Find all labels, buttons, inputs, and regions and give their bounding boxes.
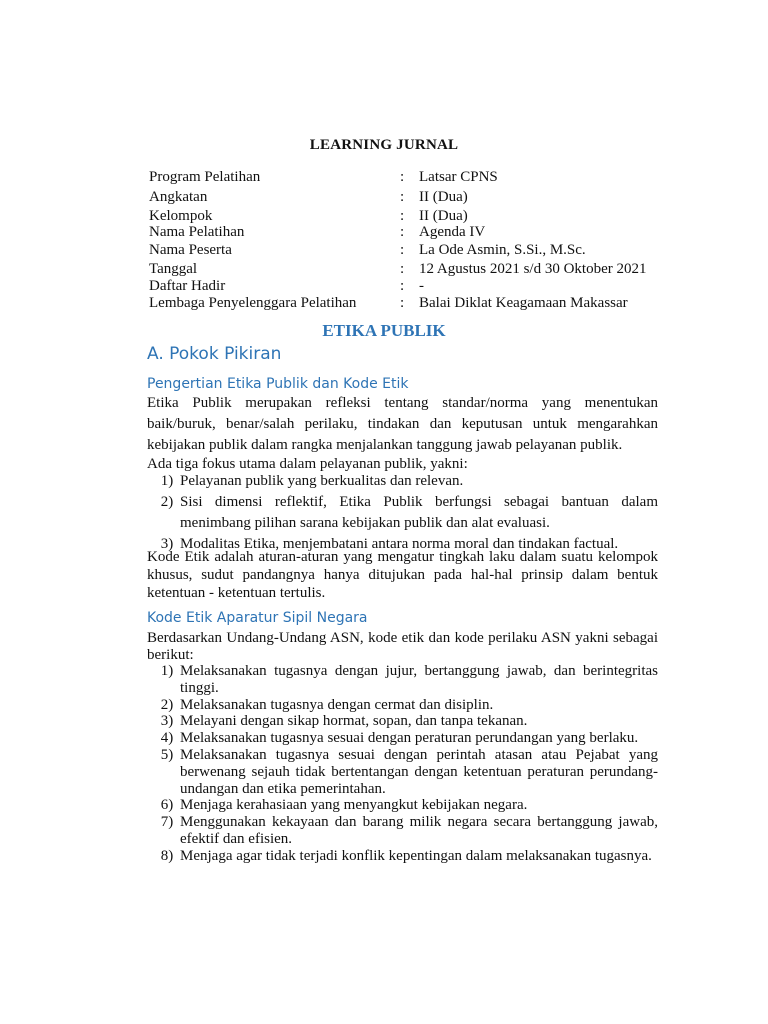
list-item [147, 848, 658, 865]
meta-colon: : [400, 189, 405, 205]
document-title: LEARNING JURNAL [309, 137, 459, 153]
list-item [147, 471, 658, 492]
list-number: 2) [160, 494, 174, 510]
meta-label: Tanggal [149, 261, 198, 277]
meta-value: 12 Agustus 2021 s/d 30 Oktober 2021 [419, 261, 647, 277]
meta-colon: : [400, 261, 405, 277]
meta-value: Balai Diklat Keagamaan Makassar [419, 295, 628, 311]
meta-value: La Ode Asmin, S.Si., M.Sc. [419, 242, 586, 258]
paragraph: Kode Etik adalah aturan-aturan yang mengatur tingkah laku dalam suatu kelompok khusus, sudut pandangnya hanya ditujukan pada hal-hal prinsip dalam bentuk ketentuan - ketentuan tertulis. [147, 549, 658, 601]
list-text: Melaksanakan tugasnya dengan cermat dan disiplin. [180, 696, 494, 713]
meta-colon: : [400, 224, 405, 240]
list-item [147, 713, 658, 730]
paragraph: Ada tiga fokus utama dalam pelayanan publik, yakni: [147, 456, 468, 472]
list-number: 5) [160, 746, 174, 763]
list-item [147, 663, 658, 697]
list-number: 1) [160, 663, 174, 679]
meta-colon: : [400, 242, 405, 258]
paragraph: Berdasarkan Undang-Undang ASN, kode etik dan kode perilaku ASN yakni sebagai berikut: [147, 630, 658, 663]
meta-value: Agenda IV [419, 224, 486, 240]
list-number: 8) [160, 847, 174, 864]
subsection-heading: Kode Etik Aparatur Sipil Negara [147, 610, 368, 626]
list-number: 3) [160, 713, 174, 730]
meta-label: Nama Peserta [149, 242, 232, 258]
meta-label: Nama Pelatihan [149, 224, 245, 240]
meta-value: II (Dua) [419, 208, 468, 224]
paragraph: Etika Publik merupakan refleksi tentang standar/norma yang menentukan baik/buruk, benar/salah perilaku, tindakan dan keputusan untuk mengarahkan kebijakan publik dalam rangka menjalankan tanggung jawab pelayanan publik. [147, 395, 658, 453]
list-text: Melaksanakan tugasnya sesuai dengan peraturan perundangan yang berlaku. [180, 730, 639, 747]
list-text: Pelayanan publik yang berkualitas dan relevan. [180, 473, 464, 489]
subsection-heading: Pengertian Etika Publik dan Kode Etik [147, 376, 409, 392]
list-text: Menjaga kerahasiaan yang menyangkut kebijakan negara. [180, 797, 528, 814]
meta-label: Daftar Hadir [149, 278, 226, 294]
list-item [147, 730, 658, 747]
meta-colon: : [400, 295, 405, 311]
meta-value: II (Dua) [419, 189, 468, 205]
list-text: Melaksanakan tugasnya dengan jujur, bertanggung jawab, dan berintegritas tinggi. [180, 663, 658, 696]
meta-colon: : [400, 169, 405, 185]
list-item [147, 492, 658, 534]
list-number: 7) [160, 814, 174, 831]
meta-colon: : [400, 208, 405, 224]
list-text: Melayani dengan sikap hormat, sopan, dan tanpa tekanan. [180, 713, 528, 730]
list-text: Menggunakan kekayaan dan barang milik negara secara bertanggung jawab, efektif dan efisien. [180, 814, 658, 847]
list-item [147, 797, 658, 814]
list-item [147, 814, 658, 848]
meta-label: Kelompok [149, 208, 213, 224]
meta-colon: : [400, 278, 405, 294]
list-text: Menjaga agar tidak terjadi konflik kepentingan dalam melaksanakan tugasnya. [180, 847, 652, 864]
list-text: Melaksanakan tugasnya sesuai dengan perintah atasan atau Pejabat yang berwenang sejauh tidak bertentangan dengan ketentuan peraturan perundang-undangan dan etika pemerintahan. [180, 746, 658, 797]
list-item [147, 697, 658, 714]
list-item [147, 747, 658, 797]
ordered-list [147, 471, 658, 555]
ordered-list [147, 663, 658, 865]
section-heading: A. Pokok Pikiran [147, 344, 282, 364]
list-number: 6) [160, 797, 174, 814]
meta-label: Lembaga Penyelenggara Pelatihan [149, 295, 357, 311]
main-heading: ETIKA PUBLIK [322, 321, 446, 340]
meta-label: Program Pelatihan [149, 169, 261, 185]
meta-label: Angkatan [149, 189, 208, 205]
list-text: Sisi dimensi reflektif, Etika Publik berfungsi sebagai bantuan dalam menimbang pilihan sarana kebijakan publik dan alat evaluasi. [180, 494, 658, 531]
meta-value: - [419, 278, 424, 294]
meta-value: Latsar CPNS [419, 169, 498, 185]
list-number: 2) [160, 696, 174, 713]
list-number: 3) [160, 536, 174, 552]
list-number: 4) [160, 730, 174, 747]
list-text: Modalitas Etika, menjembatani antara norma moral dan tindakan factual. [180, 536, 619, 552]
list-number: 1) [160, 473, 174, 489]
